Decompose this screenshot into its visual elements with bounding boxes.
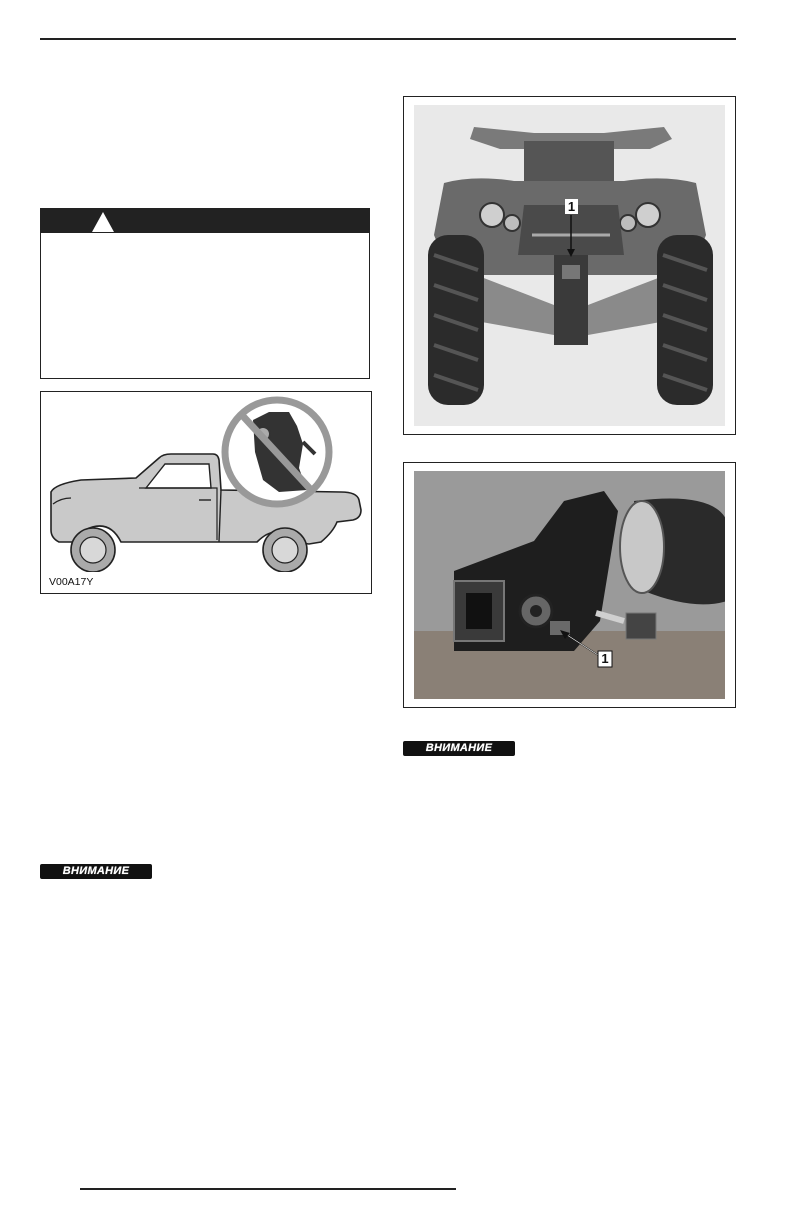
caution-label-right: ВНИМАНИЕ	[403, 741, 515, 756]
truck-drawing	[41, 392, 371, 572]
warning-triangle-icon	[91, 211, 115, 233]
warning-header	[41, 209, 369, 233]
figure-code: V00A17Y	[49, 576, 94, 588]
no-vehicle-in-truck-bed-icon	[225, 400, 329, 504]
footer-rule	[80, 1188, 456, 1190]
warning-box	[40, 208, 370, 379]
callout-number: 1	[567, 199, 576, 214]
atv-front-photo	[403, 96, 736, 435]
hitch-detail-photo	[403, 462, 736, 708]
callout-number: 1	[601, 651, 609, 666]
hitch-detail-drawing	[414, 471, 725, 699]
truck-illustration	[40, 391, 372, 594]
atv-front-drawing	[414, 105, 725, 426]
caution-label-left: ВНИМАНИЕ	[40, 864, 152, 879]
header-rule	[40, 38, 736, 40]
